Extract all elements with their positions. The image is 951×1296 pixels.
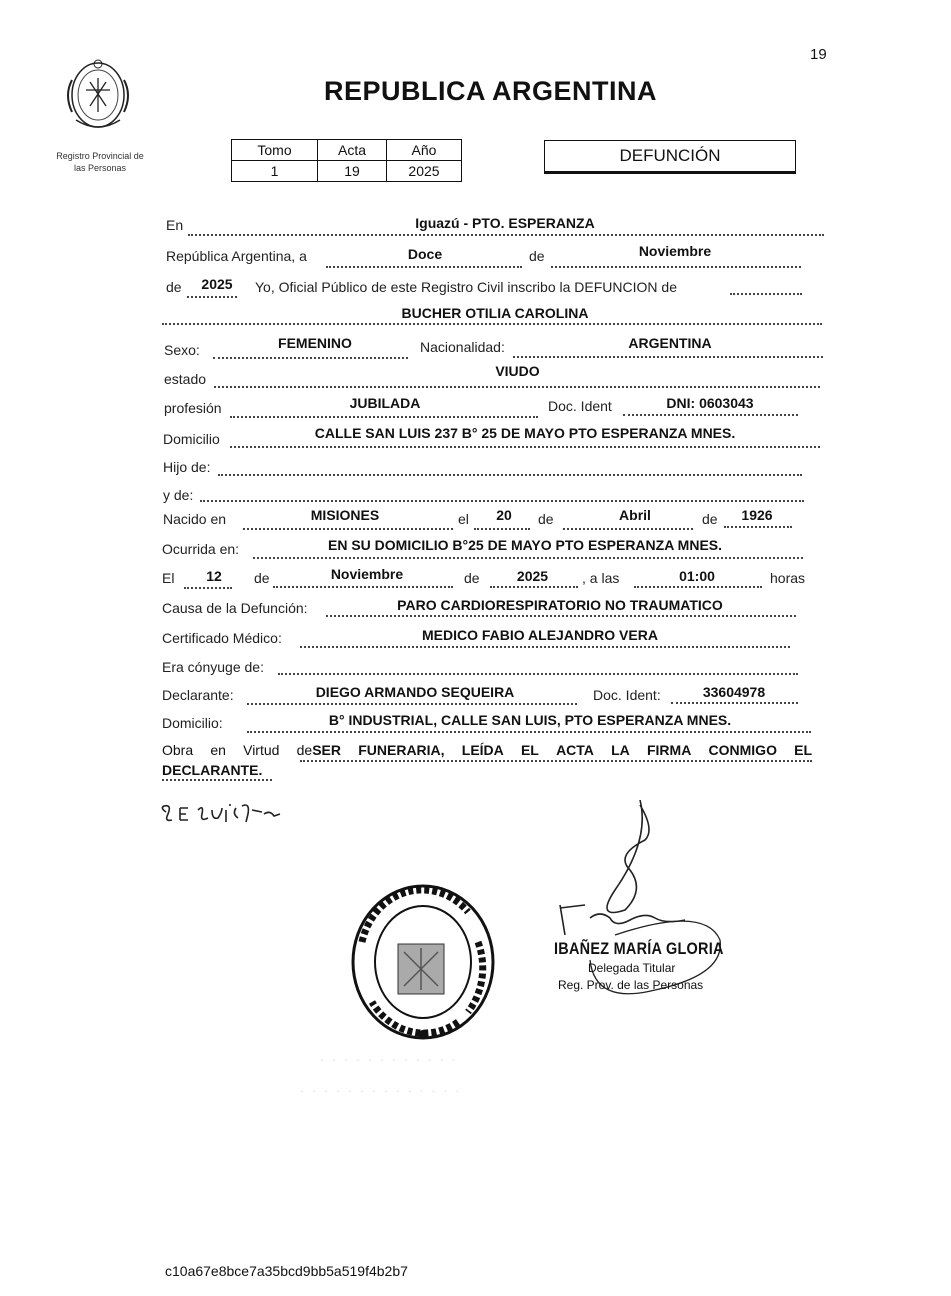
doc-ident-value: DNI: 0603043 (666, 395, 754, 411)
obra-bold-word: EL (794, 742, 813, 758)
doc-ident2-label: Doc. Ident: (593, 687, 661, 703)
obra-word: deSER (296, 742, 342, 758)
muerte-mes-line (273, 586, 453, 588)
year-value: 2025 (201, 276, 233, 292)
hijo-label: Hijo de: (163, 459, 211, 475)
obra-word: Virtud (243, 742, 280, 758)
hora-value: 01:00 (679, 568, 715, 584)
registry-line-1: Registro Provincial de (56, 151, 144, 161)
nacido-lugar-value: MISIONES (310, 507, 380, 523)
declarante-doc-line (671, 702, 798, 704)
nacido-lugar-line (243, 528, 453, 530)
doc-ident-line (623, 414, 798, 416)
de-label-5: de (254, 570, 270, 586)
obra-bold-word: ACTA (556, 742, 594, 758)
page-number: 19 (810, 46, 827, 63)
de-label-2: de (166, 279, 182, 295)
conyuge-label: Era cónyuge de: (162, 659, 264, 675)
official-statement: Yo, Oficial Público de este Registro Civil inscribo la DEFUNCION de (255, 279, 677, 295)
hijo-line (218, 474, 802, 476)
obra-underline (300, 760, 812, 762)
deceased-line (162, 323, 822, 325)
obra-bold-word: FUNERARIA, (358, 742, 445, 758)
provincial-coat-of-arms-icon (56, 50, 141, 140)
nacido-label: Nacido en (163, 511, 227, 527)
muerte-mes-value: Noviembre (330, 566, 404, 582)
sexo-line (213, 357, 408, 359)
month-value: Noviembre (638, 243, 712, 259)
causa-line (326, 615, 796, 617)
obra-end: DECLARANTE. (162, 762, 263, 778)
nacido-mes-value: Abril (619, 507, 651, 523)
declarante-doc-value: 33604978 (702, 684, 766, 700)
domicilio2-label: Domicilio: (162, 715, 223, 731)
officer-name: IBAÑEZ MARÍA GLORIA (554, 939, 724, 958)
muerte-anio-line (490, 586, 578, 588)
muerte-dia-value: 12 (206, 568, 222, 584)
deceased-name: BUCHER OTILIA CAROLINA (401, 305, 589, 321)
causa-value: PARO CARDIORESPIRATORIO NO TRAUMATICO (397, 597, 723, 613)
certificado-line (300, 646, 790, 648)
el-label: el (458, 511, 469, 527)
bleed-through-text: · · · · · · · · · · · · (320, 1052, 458, 1067)
conyuge-line (278, 673, 798, 675)
yde-line (200, 500, 804, 502)
nacido-anio-value: 1926 (741, 507, 773, 523)
estado-line (214, 386, 820, 388)
day-line (326, 266, 522, 268)
en-label: En (166, 217, 184, 233)
estado-label: estado (164, 371, 207, 387)
de-label-6: de (464, 570, 480, 586)
horas-label: horas (770, 570, 806, 586)
officer-office: Reg. Prov. de las Personas (558, 978, 704, 992)
republica-label: República Argentina, a (166, 248, 307, 264)
acta-value: 19 (318, 161, 387, 182)
official-trail-line (730, 293, 802, 295)
country-title: REPUBLICA ARGENTINA (324, 76, 657, 106)
certificado-label: Certificado Médico: (162, 630, 282, 646)
alas-label: , a las (582, 570, 620, 586)
domicilio-line (230, 446, 820, 448)
registry-line-2: las Personas (73, 163, 127, 173)
place-value: Iguazú - PTO. ESPERANZA (415, 215, 595, 231)
obra-bold-word: SER (312, 742, 342, 758)
sexo-label: Sexo: (164, 342, 200, 358)
document-hash: c10a67e8bce7a35bcd9bb5a519f4b2b7 (165, 1263, 408, 1279)
nacido-dia-line (474, 528, 530, 530)
muerte-dia-line (184, 587, 232, 589)
anio-label: Año (387, 140, 462, 161)
bleed-through-text: · · · · · · · · · · · · · · (300, 1083, 462, 1098)
yde-label: y de: (163, 487, 194, 503)
de-label-1: de (529, 248, 545, 264)
obra-word: en (210, 742, 226, 758)
domicilio-label: Domicilio (163, 431, 220, 447)
declarante-domicilio-value: B° INDUSTRIAL, CALLE SAN LUIS, PTO ESPERANZA MNES. (328, 712, 732, 728)
de-label-3: de (538, 511, 554, 527)
el2-label: El (162, 570, 175, 586)
tomo-label: Tomo (232, 140, 318, 161)
causa-label: Causa de la Defunción: (162, 600, 308, 616)
nacionalidad-value: ARGENTINA (628, 335, 712, 351)
obra-bold-word: CONMIGO (708, 742, 777, 758)
tomo-value: 1 (232, 161, 318, 182)
sexo-value: FEMENINO (278, 335, 352, 351)
estado-value: VIUDO (495, 363, 540, 379)
ocurrida-value: EN SU DOMICILIO B°25 DE MAYO PTO ESPERANZA MNES. (327, 537, 723, 553)
day-words-value: Doce (407, 246, 443, 262)
acta-label: Acta (318, 140, 387, 161)
nacido-mes-line (563, 528, 693, 530)
official-seal-stamp (348, 882, 498, 1042)
page-title (0, 76, 951, 107)
obra-bold-word: LA (611, 742, 630, 758)
obra-bold-word: EL (520, 742, 539, 758)
obra-end-underline (162, 779, 272, 781)
registry-caption (30, 150, 170, 174)
place-line (188, 234, 824, 236)
declarante-line (247, 703, 577, 705)
obra-bold-word: FIRMA (646, 742, 692, 758)
hora-line (634, 586, 762, 588)
tomo-acta-anio-table (231, 139, 462, 182)
nacido-dia-value: 20 (496, 507, 512, 523)
month-line (551, 266, 801, 268)
ocurrida-line (253, 557, 803, 559)
declarante-label: Declarante: (162, 687, 234, 703)
declarante-value: DIEGO ARMANDO SEQUEIRA (315, 684, 515, 700)
profesion-value: JUBILADA (349, 395, 421, 411)
muerte-anio-value: 2025 (516, 568, 549, 584)
declarante-domicilio-line (247, 731, 811, 733)
obra-word: Obra (162, 742, 194, 758)
profesion-label: profesión (164, 400, 222, 416)
nacido-anio-line (724, 526, 792, 528)
de-label-4: de (702, 511, 718, 527)
profesion-line (230, 416, 538, 418)
doc-ident-label: Doc. Ident (548, 398, 612, 414)
anio-value: 2025 (387, 161, 462, 182)
certificado-value: MEDICO FABIO ALEJANDRO VERA (422, 627, 658, 643)
declarant-signature (160, 800, 290, 836)
nacionalidad-line (513, 356, 823, 358)
document-type-box: DEFUNCIÓN (544, 140, 796, 172)
year-line (187, 296, 237, 298)
officer-role: Delegada Titular (588, 961, 676, 975)
domicilio-value: CALLE SAN LUIS 237 B° 25 DE MAYO PTO ESPERANZA MNES. (314, 425, 736, 441)
ocurrida-label: Ocurrida en: (162, 541, 240, 557)
obra-line (162, 742, 812, 758)
nacionalidad-label: Nacionalidad: (420, 339, 505, 355)
obra-bold-word: LEÍDA (461, 742, 504, 758)
